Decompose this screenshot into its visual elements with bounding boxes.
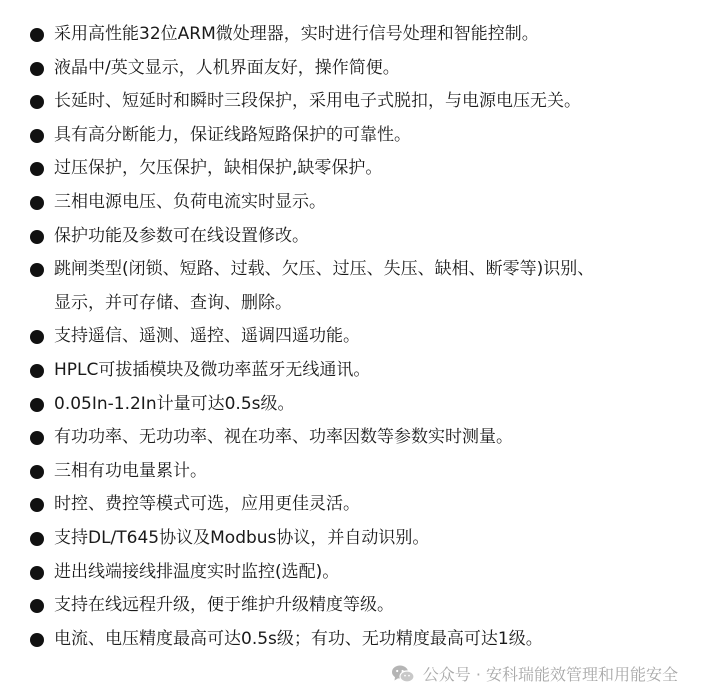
bullet-dot (30, 633, 44, 647)
feature-text: 0.05In-1.2In计量可达0.5s级。 (54, 393, 295, 414)
feature-text: 支持在线远程升级，便于维护升级精度等级。 (54, 595, 394, 616)
feature-item (30, 388, 690, 422)
bullet-dot (30, 364, 44, 378)
feature-text: 液晶中/英文显示，人机界面友好，操作简便。 (54, 57, 400, 78)
feature-item (30, 119, 690, 153)
feature-text: 有功功率、无功功率、视在功率、功率因数等参数实时测量。 (54, 427, 513, 448)
bullet-dot (30, 62, 44, 76)
bullet-dot (30, 330, 44, 344)
feature-text: 三相有功电量累计。 (54, 460, 207, 481)
bullet-dot (30, 599, 44, 613)
bullet-dot (30, 196, 44, 210)
feature-item (30, 589, 690, 623)
feature-item (30, 52, 690, 86)
feature-item (30, 623, 690, 657)
bullet-dot (30, 532, 44, 546)
feature-text: 时控、费控等模式可选，应用更佳灵活。 (54, 494, 360, 515)
bullet-dot (30, 230, 44, 244)
bullet-dot (30, 129, 44, 143)
bullet-dot (30, 465, 44, 479)
feature-text: 三相电源电压、负荷电流实时显示。 (54, 191, 326, 212)
feature-text: 支持DL/T645协议及Modbus协议，并自动识别。 (54, 527, 430, 548)
feature-item (30, 354, 690, 388)
feature-text: 保护功能及参数可在线设置修改。 (54, 225, 309, 246)
feature-item (30, 186, 690, 220)
watermark (391, 662, 678, 685)
feature-item (30, 455, 690, 489)
feature-text: 长延时、短延时和瞬时三段保护，采用电子式脱扣，与电源电压无关。 (54, 91, 581, 112)
feature-item (30, 556, 690, 590)
wechat-icon (391, 664, 415, 684)
feature-item (30, 253, 690, 320)
bullet-dot (30, 28, 44, 42)
feature-item (30, 522, 690, 556)
bullet-dot (30, 263, 44, 277)
feature-text: 采用高性能32位ARM微处理器，实时进行信号处理和智能控制。 (54, 24, 539, 44)
bullet-dot (30, 498, 44, 512)
bullet-dot (30, 566, 44, 580)
bullet-dot (30, 162, 44, 176)
bullet-dot (30, 431, 44, 445)
feature-item (30, 18, 690, 52)
feature-item (30, 220, 690, 254)
feature-text: 支持遥信、遥测、遥控、遥调四遥功能。 (54, 326, 360, 347)
feature-item (30, 421, 690, 455)
feature-text: 电流、电压精度最高可达0.5s级；有功、无功精度最高可达1级。 (54, 628, 543, 649)
feature-text: 进出线端接线排温度实时监控(选配)。 (54, 561, 340, 582)
bullet-dot (30, 95, 44, 109)
bullet-dot (30, 398, 44, 412)
feature-text: 过压保护，欠压保护，缺相保护,缺零保护。 (54, 158, 383, 179)
feature-text: 显示，并可存储、查询、删除。 (54, 292, 292, 313)
feature-list (30, 18, 690, 656)
feature-item (30, 488, 690, 522)
feature-item (30, 320, 690, 354)
feature-text: 具有高分断能力，保证线路短路保护的可靠性。 (54, 124, 411, 145)
feature-item (30, 152, 690, 186)
feature-text: 跳闸类型(闭锁、短路、过载、欠压、过压、失压、缺相、断零等)识别、 (54, 259, 595, 280)
watermark-text: 公众号 · 安科瑞能效管理和用能安全 (422, 665, 678, 684)
feature-item (30, 85, 690, 119)
feature-text: HPLC可拔插模块及微功率蓝牙无线通讯。 (54, 359, 371, 380)
